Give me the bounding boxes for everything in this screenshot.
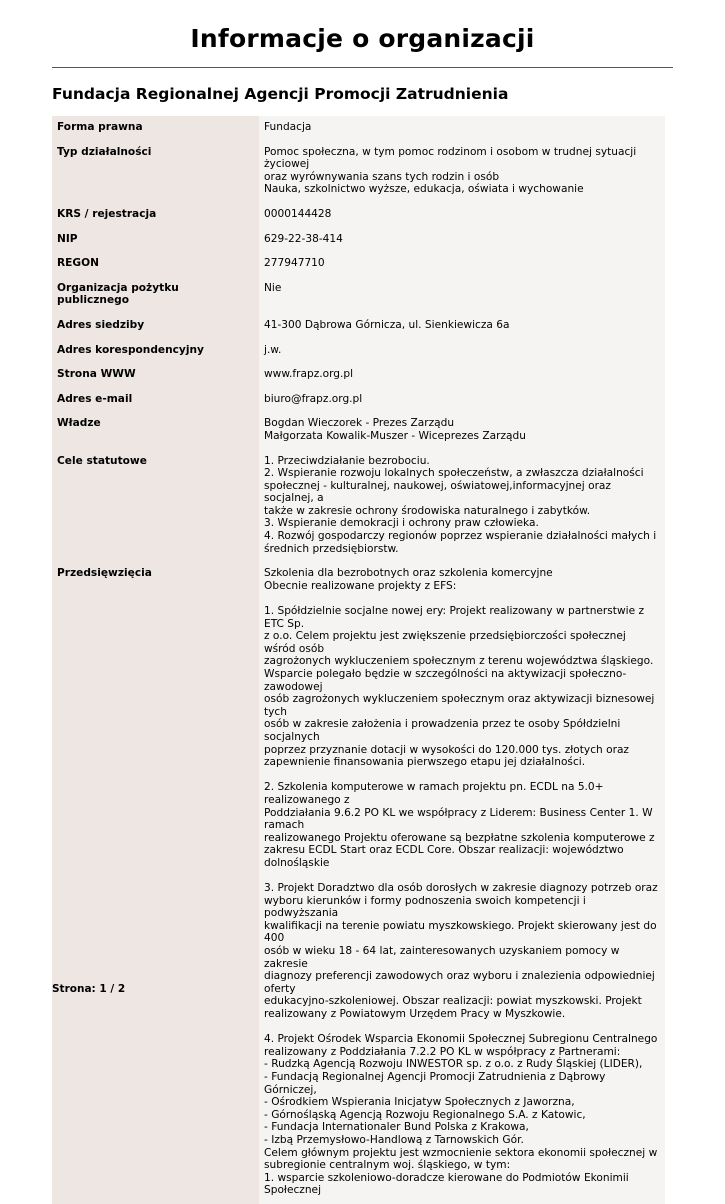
label-adres-siedziby: Adres siedziby [52, 314, 259, 339]
label-krs: KRS / rejestracja [52, 203, 259, 228]
value-strona-www: www.frapz.org.pl [259, 363, 665, 388]
label-regon: REGON [52, 252, 259, 277]
row-przedsiewziecia [52, 562, 665, 1204]
row-strona-www [52, 363, 665, 388]
row-cele-statutowe [52, 450, 665, 563]
value-cele-statutowe: 1. Przeciwdziałanie bezrobociu. 2. Wspieranie rozwoju lokalnych społeczeństw, a zwłaszcza działalności społecznej - kulturalnej, naukowej, oświatowej,informacyjnej oraz socjalnej, a także w zakresie ochrony środowiska naturalnego i zabytków. 3. Wspieranie demokracji i ochrony praw człowieka. 4. Rozwój gospodarczy regionów poprzez wspieranie działalności małych i średnich przedsiębiorstw. [259, 450, 665, 563]
value-adres-siedziby: 41-300 Dąbrowa Górnicza, ul. Sienkiewicza 6a [259, 314, 665, 339]
label-cele-statutowe: Cele statutowe [52, 450, 259, 563]
label-adres-korespondencyjny: Adres korespondencyjny [52, 339, 259, 364]
label-adres-email: Adres e-mail [52, 388, 259, 413]
page-title: Informacje o organizacji [190, 24, 535, 53]
row-adres-siedziby [52, 314, 665, 339]
label-nip: NIP [52, 228, 259, 253]
value-typ-dzialalnosci: Pomoc społeczna, w tym pomoc rodzinom i osobom w trudnej sytuacji życiowej oraz wyrównywania szans tych rodzin i osób Nauka, szkolnictwo wyższe, edukacja, oświata i wychowanie [259, 141, 665, 203]
value-regon: 277947710 [259, 252, 665, 277]
value-adres-korespondencyjny: j.w. [259, 339, 665, 364]
organization-name: Fundacja Regionalnej Agencji Promocji Zatrudnienia [52, 85, 509, 103]
row-typ-dzialalnosci [52, 141, 665, 203]
value-wladze: Bogdan Wieczorek - Prezes Zarządu Małgorzata Kowalik-Muszer - Wiceprezes Zarządu [259, 412, 665, 449]
row-adres-korespondencyjny [52, 339, 665, 364]
label-przedsiewziecia: Przedsięwzięcia [52, 562, 259, 1204]
value-opp: Nie [259, 277, 665, 314]
value-przedsiewziecia: Szkolenia dla bezrobotnych oraz szkolenia komercyjne Obecnie realizowane projekty z EFS: 1. Spółdzielnie socjalne nowej ery: Projekt realizowany w partnerstwie z ETC Sp. z o.o. Celem projektu jest zwiększenie przedsiębiorczości społecznej wśród osób zagrożonych wykluczeniem społecznym z terenu województwa śląskiego. Wsparcie polegało będzie w szczególności na aktywizacji społeczno-zawodowej osób zagrożonych wykluczeniem społecznym oraz aktywizacji biznesowej tych osób w zakresie założenia i prowadzenia przez te osoby Spółdzielni socjalnych poprzez przyznanie dotacji w wysokości do 120.000 tys. złotych oraz zapewnienie finansowania pierwszego etapu jej działalności. 2. Szkolenia komputerowe w ramach projektu pn. ECDL na 5.0+ realizowanego z Poddziałania 9.6.2 PO KL we współpracy z Liderem: Business Center 1. W ramach realizowanego Projektu oferowane są bezpłatne szkolenia komputerowe z zakresu ECDL Start oraz ECDL Core. Obszar realizacji: województwo dolnośląskie 3. Projekt Doradztwo dla osób dorosłych w zakresie diagnozy potrzeb oraz wyboru kierunków i formy podnoszenia swoich kompetencji i podwyższania kwalifikacji na terenie powiatu myszkowskiego. Projekt skierowany jest do 400 osób w wieku 18 - 64 lat, zainteresowanych uzyskaniem pomocy w zakresie diagnozy preferencji zawodowych oraz wyboru i znalezienia odpowiedniej oferty edukacyjno-szkoleniowej. Obszar realizacji: powiat myszkowski. Projekt realizowany z Powiatowym Urzędem Pracy w Myszkowie. 4. Projekt Ośrodek Wsparcia Ekonomii Społecznej Subregionu Centralnego realizowany z Poddziałania 7.2.2 PO KL w współpracy z Partnerami: - Rudzką Agencją Rozwoju INWESTOR sp. z o.o. z Rudy Śląskiej (LIDER), - Fundacją Regionalnej Agencji Promocji Zatrudnienia z Dąbrowy Górniczej, - Ośrodkiem Wspierania Inicjatyw Społecznych z Jaworzna, - Górnośląską Agencją Rozwoju Regionalnego S.A. z Katowic, - Fundacja Internationaler Bund Polska z Krakowa, - Izbą Przemysłowo-Handlową z Tarnowskich Gór. Celem głównym projektu jest wzmocnienie sektora ekonomii społecznej w subregionie centralnym woj. śląskiego, w tym: 1. wsparcie szkoleniowo-doradcze kierowane do Podmiotów Ekonimii Społecznej [259, 562, 665, 1204]
row-nip [52, 228, 665, 253]
row-forma-prawna [52, 116, 665, 141]
row-adres-email [52, 388, 665, 413]
title-divider [52, 67, 673, 68]
label-forma-prawna: Forma prawna [52, 116, 259, 141]
label-strona-www: Strona WWW [52, 363, 259, 388]
label-wladze: Władze [52, 412, 259, 449]
value-nip: 629-22-38-414 [259, 228, 665, 253]
row-wladze [52, 412, 665, 449]
row-opp [52, 277, 665, 314]
label-typ-dzialalnosci: Typ działalności [52, 141, 259, 203]
row-regon [52, 252, 665, 277]
page-number: Strona: 1 / 2 [52, 983, 126, 995]
value-forma-prawna: Fundacja [259, 116, 665, 141]
value-krs: 0000144428 [259, 203, 665, 228]
row-krs [52, 203, 665, 228]
organization-info-table [52, 116, 665, 1204]
label-opp: Organizacja pożytku publicznego [52, 277, 259, 314]
value-adres-email: biuro@frapz.org.pl [259, 388, 665, 413]
